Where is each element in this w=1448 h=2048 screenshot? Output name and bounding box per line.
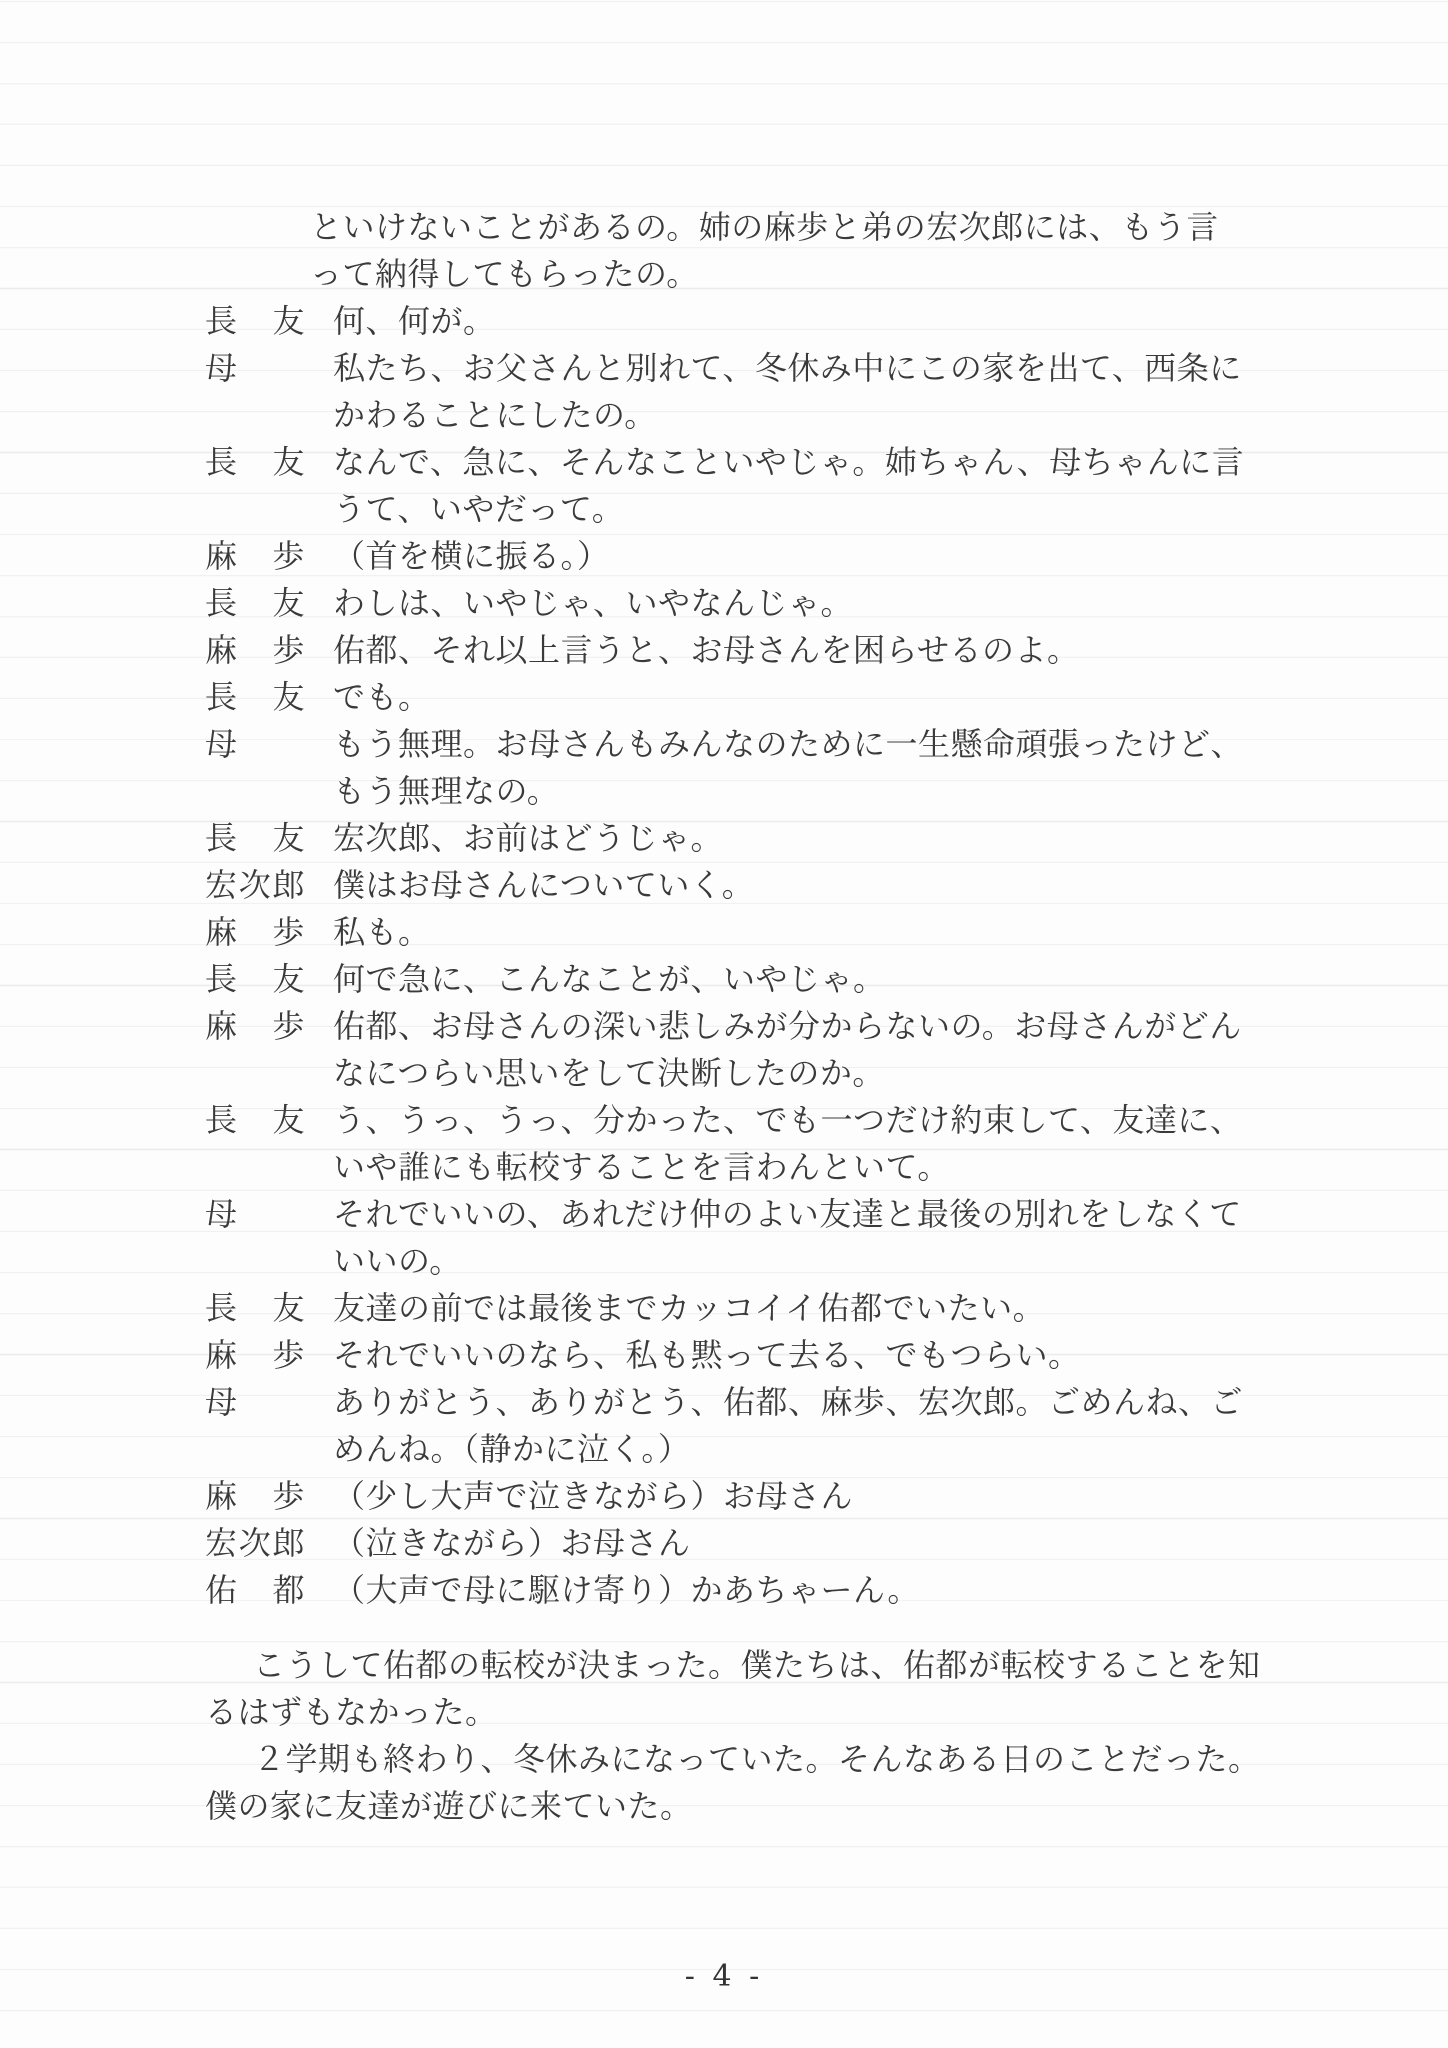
dialogue-text — [305, 627, 1080, 674]
speaker-name: 長友 — [205, 819, 305, 857]
speaker-name: 長友 — [205, 678, 305, 716]
dialogue-line: もう無理なの。 — [333, 772, 560, 810]
speaker-name: 麻歩 — [205, 1336, 305, 1374]
dialogue-text — [305, 1097, 1242, 1191]
dialogue-line: 僕はお母さんについていく。 — [333, 866, 755, 904]
dialogue-line: 宏次郎、お前はどうじゃ。 — [333, 819, 724, 857]
dialogue-line: いいの。 — [333, 1242, 462, 1280]
dialogue-line: （首を横に振る。） — [333, 537, 610, 575]
dialogue-line: それでいいの、あれだけ仲のよい友達と最後の別れをしなくて — [333, 1195, 1242, 1233]
dialogue-text — [305, 909, 431, 956]
continuation-line: といけないことがあるの。姉の麻歩と弟の宏次郎には、もう言 — [310, 208, 1219, 246]
dialogue-line: なんで、急に、そんなこといやじゃ。姉ちゃん、母ちゃんに言 — [333, 443, 1245, 481]
dialogue-text — [305, 345, 1242, 439]
dialogue-row — [205, 1332, 1265, 1379]
dialogue-text — [305, 1285, 1045, 1332]
speaker-name: 母 — [205, 349, 238, 387]
dialogue-line: 友達の前では最後までカッコイイ佑都でいたい。 — [333, 1289, 1046, 1327]
speaker-name: 長友 — [205, 1289, 305, 1327]
speaker-name: 母 — [205, 1383, 238, 1421]
speaker-name: 麻歩 — [205, 631, 305, 669]
dialogue-text — [305, 1379, 1243, 1473]
dialogue-line: うて、いやだって。 — [333, 490, 625, 528]
dialogue-text — [305, 533, 610, 580]
dialogue-line: （少し大声で泣きながら）お母さん — [333, 1477, 854, 1515]
dialogue-row — [205, 345, 1265, 439]
narration-line: 僕の家に友達が遊びに来ていた。 — [205, 1787, 693, 1825]
speaker-name: 麻歩 — [205, 1007, 305, 1045]
dialogue-line: う、うっ、うっ、分かった、でも一つだけ約束して、友達に、 — [333, 1101, 1243, 1139]
dialogue-row — [205, 1473, 1265, 1520]
speaker-name: 母 — [205, 725, 238, 763]
dialogue-line: わしは、いやじゃ、いやなんじゃ。 — [333, 584, 854, 622]
dialogue-line: 何で急に、こんなことが、いやじゃ。 — [333, 960, 886, 998]
dialogue-text — [305, 1332, 1081, 1379]
dialogue-row — [205, 1567, 1265, 1614]
dialogue-line: めんね。（静かに泣く。） — [333, 1430, 691, 1468]
narration-line: こうして佑都の転校が決まった。僕たちは、佑都が転校することを知 — [253, 1646, 1261, 1684]
speaker-name: 長友 — [205, 960, 305, 998]
speaker-name: 長友 — [205, 1101, 305, 1139]
dialogue-row — [205, 1285, 1265, 1332]
dialogue-text — [305, 674, 431, 721]
dialogue-text — [305, 298, 496, 345]
dialogue-text — [305, 580, 853, 627]
dialogue-line: （泣きながら）お母さん — [333, 1524, 691, 1562]
speaker-name: 長友 — [205, 443, 305, 481]
speaker-name: 宏次郎 — [205, 1524, 305, 1562]
speaker-name: 母 — [205, 1195, 238, 1233]
dialogue-text — [305, 815, 723, 862]
dialogue-text — [305, 1473, 853, 1520]
dialogue-line: 佑都、それ以上言うと、お母さんを困らせるのよ。 — [333, 631, 1080, 669]
speaker-name: 麻歩 — [205, 913, 305, 951]
dialogue-row — [205, 580, 1265, 627]
dialogue-line: （大声で母に駆け寄り）かあちゃーん。 — [333, 1571, 920, 1609]
speaker-name: 宏次郎 — [205, 866, 305, 904]
dialogue-line: ありがとう、ありがとう、佑都、麻歩、宏次郎。ごめんね、ご — [333, 1383, 1244, 1421]
dialogue-row — [205, 1097, 1265, 1191]
dialogue-row — [205, 1003, 1265, 1097]
speaker-name: 麻歩 — [205, 1477, 305, 1515]
dialogue-line: でも。 — [333, 678, 431, 716]
dialogue-row — [205, 862, 1265, 909]
continuation-paragraph — [310, 204, 1265, 298]
dialogue-line: なにつらい思いをして決断したのか。 — [333, 1054, 885, 1092]
dialogue-text — [305, 1003, 1242, 1097]
dialogue-line: もう無理。お母さんもみんなのために一生懸命頑張ったけど、 — [333, 725, 1244, 763]
narration-line: ２学期も終わり、冬休みになっていた。そんなある日のことだった。 — [253, 1740, 1261, 1778]
continuation-line: って納得してもらったの。 — [310, 255, 699, 293]
dialogue-row — [205, 956, 1265, 1003]
page-number: - 4 - — [684, 1959, 764, 1994]
dialogue-text — [305, 1567, 920, 1614]
dialogue-row — [205, 1191, 1265, 1285]
dialogue-row — [205, 815, 1265, 862]
dialogue-row — [205, 439, 1265, 533]
speaker-name: 長友 — [205, 584, 305, 622]
speaker-name: 佑都 — [205, 1571, 305, 1609]
dialogue-text — [305, 956, 886, 1003]
speaker-name: 長友 — [205, 302, 305, 340]
dialogue-line: 何、何が。 — [333, 302, 496, 340]
dialogue-row — [205, 1379, 1265, 1473]
dialogue-text — [305, 439, 1244, 533]
dialogue-line: それでいいのなら、私も黙って去る、でもつらい。 — [333, 1336, 1081, 1374]
dialogue-line: いや誰にも転校することを言わんといて。 — [333, 1148, 950, 1186]
dialogue-row — [205, 627, 1265, 674]
dialogue-row — [205, 721, 1265, 815]
dialogue-text — [305, 862, 754, 909]
dialogue-text — [305, 1520, 691, 1567]
speaker-name: 麻歩 — [205, 537, 305, 575]
dialogue-row — [205, 298, 1265, 345]
dialogue-text — [305, 1191, 1242, 1285]
dialogue-row — [205, 909, 1265, 956]
dialogue-line: 私も。 — [333, 913, 431, 951]
dialogue-line: かわることにしたの。 — [333, 396, 657, 434]
dialogue-line: 佑都、お母さんの深い悲しみが分からないの。お母さんがどん — [333, 1007, 1242, 1045]
script-body — [205, 204, 1265, 1830]
dialogue-row — [205, 674, 1265, 721]
narration-block — [205, 1642, 1265, 1830]
dialogue-line: 私たち、お父さんと別れて、冬休み中にこの家を出て、西条に — [333, 349, 1242, 387]
dialogue-row — [205, 1520, 1265, 1567]
dialogue-row — [205, 533, 1265, 580]
dialogue-text — [305, 721, 1243, 815]
narration-line: るはずもなかった。 — [205, 1693, 498, 1731]
